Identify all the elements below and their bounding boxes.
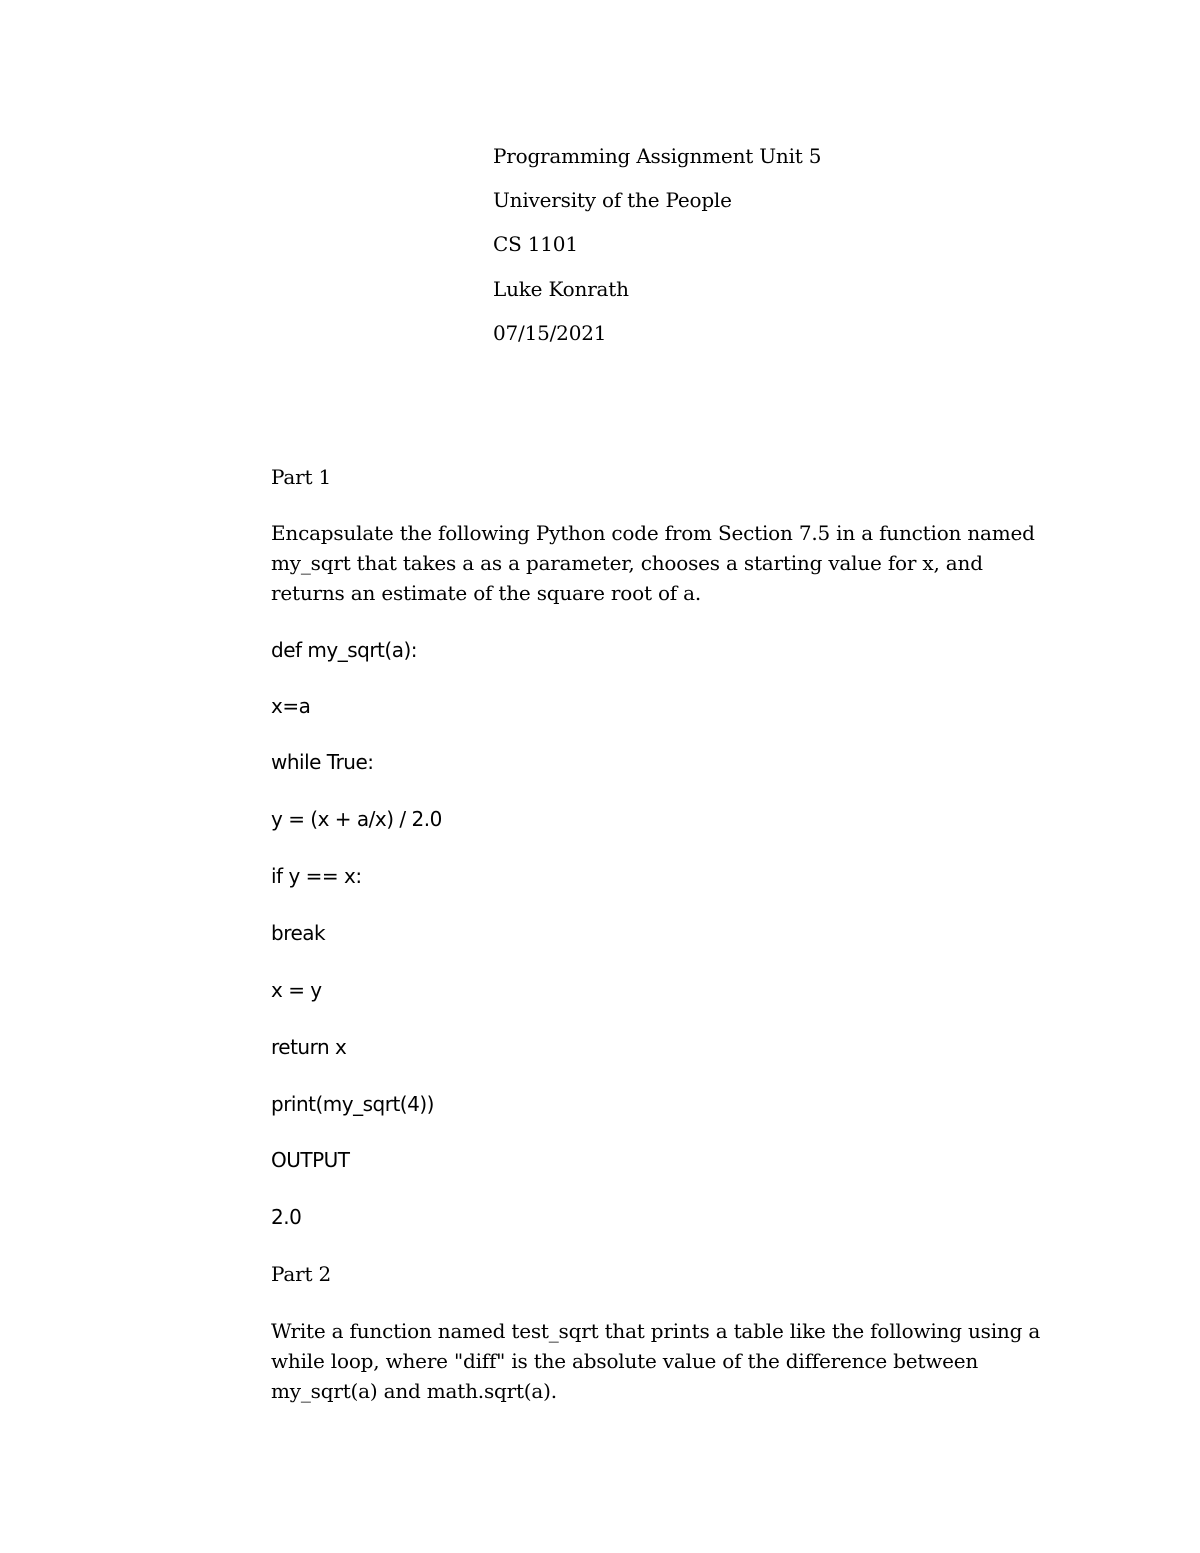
- part1-instructions-line2: my_sqrt that takes a as a parameter, chooses a starting value for x, and: [271, 551, 983, 575]
- part2-instructions-line2: while loop, where "diff" is the absolute value of the difference between: [271, 1349, 979, 1373]
- author-name: Luke Konrath: [493, 277, 629, 301]
- code-line: break: [271, 921, 326, 945]
- document-date: 07/15/2021: [493, 321, 607, 345]
- code-line: x=a: [271, 694, 311, 718]
- output-value: 2.0: [271, 1205, 302, 1229]
- code-line: def my_sqrt(a):: [271, 638, 417, 662]
- course-code: CS 1101: [493, 232, 578, 256]
- part2-heading: Part 2: [271, 1262, 331, 1286]
- code-line: print(my_sqrt(4)): [271, 1092, 434, 1116]
- part2-instructions-line3: my_sqrt(a) and math.sqrt(a).: [271, 1379, 557, 1403]
- code-line: x = y: [271, 978, 322, 1002]
- part1-instructions-line3: returns an estimate of the square root of a.: [271, 581, 702, 605]
- code-line: y = (x + a/x) / 2.0: [271, 807, 442, 831]
- part1-heading: Part 1: [271, 465, 331, 489]
- document-title: Programming Assignment Unit 5: [493, 144, 822, 168]
- part1-instructions-line1: Encapsulate the following Python code from Section 7.5 in a function named: [271, 521, 1035, 545]
- output-label: OUTPUT: [271, 1148, 350, 1172]
- part2-instructions-line1: Write a function named test_sqrt that prints a table like the following using a: [271, 1319, 1041, 1343]
- code-line: while True:: [271, 750, 374, 774]
- code-line: return x: [271, 1035, 347, 1059]
- code-line: if y == x:: [271, 864, 362, 888]
- university-name: University of the People: [493, 188, 732, 212]
